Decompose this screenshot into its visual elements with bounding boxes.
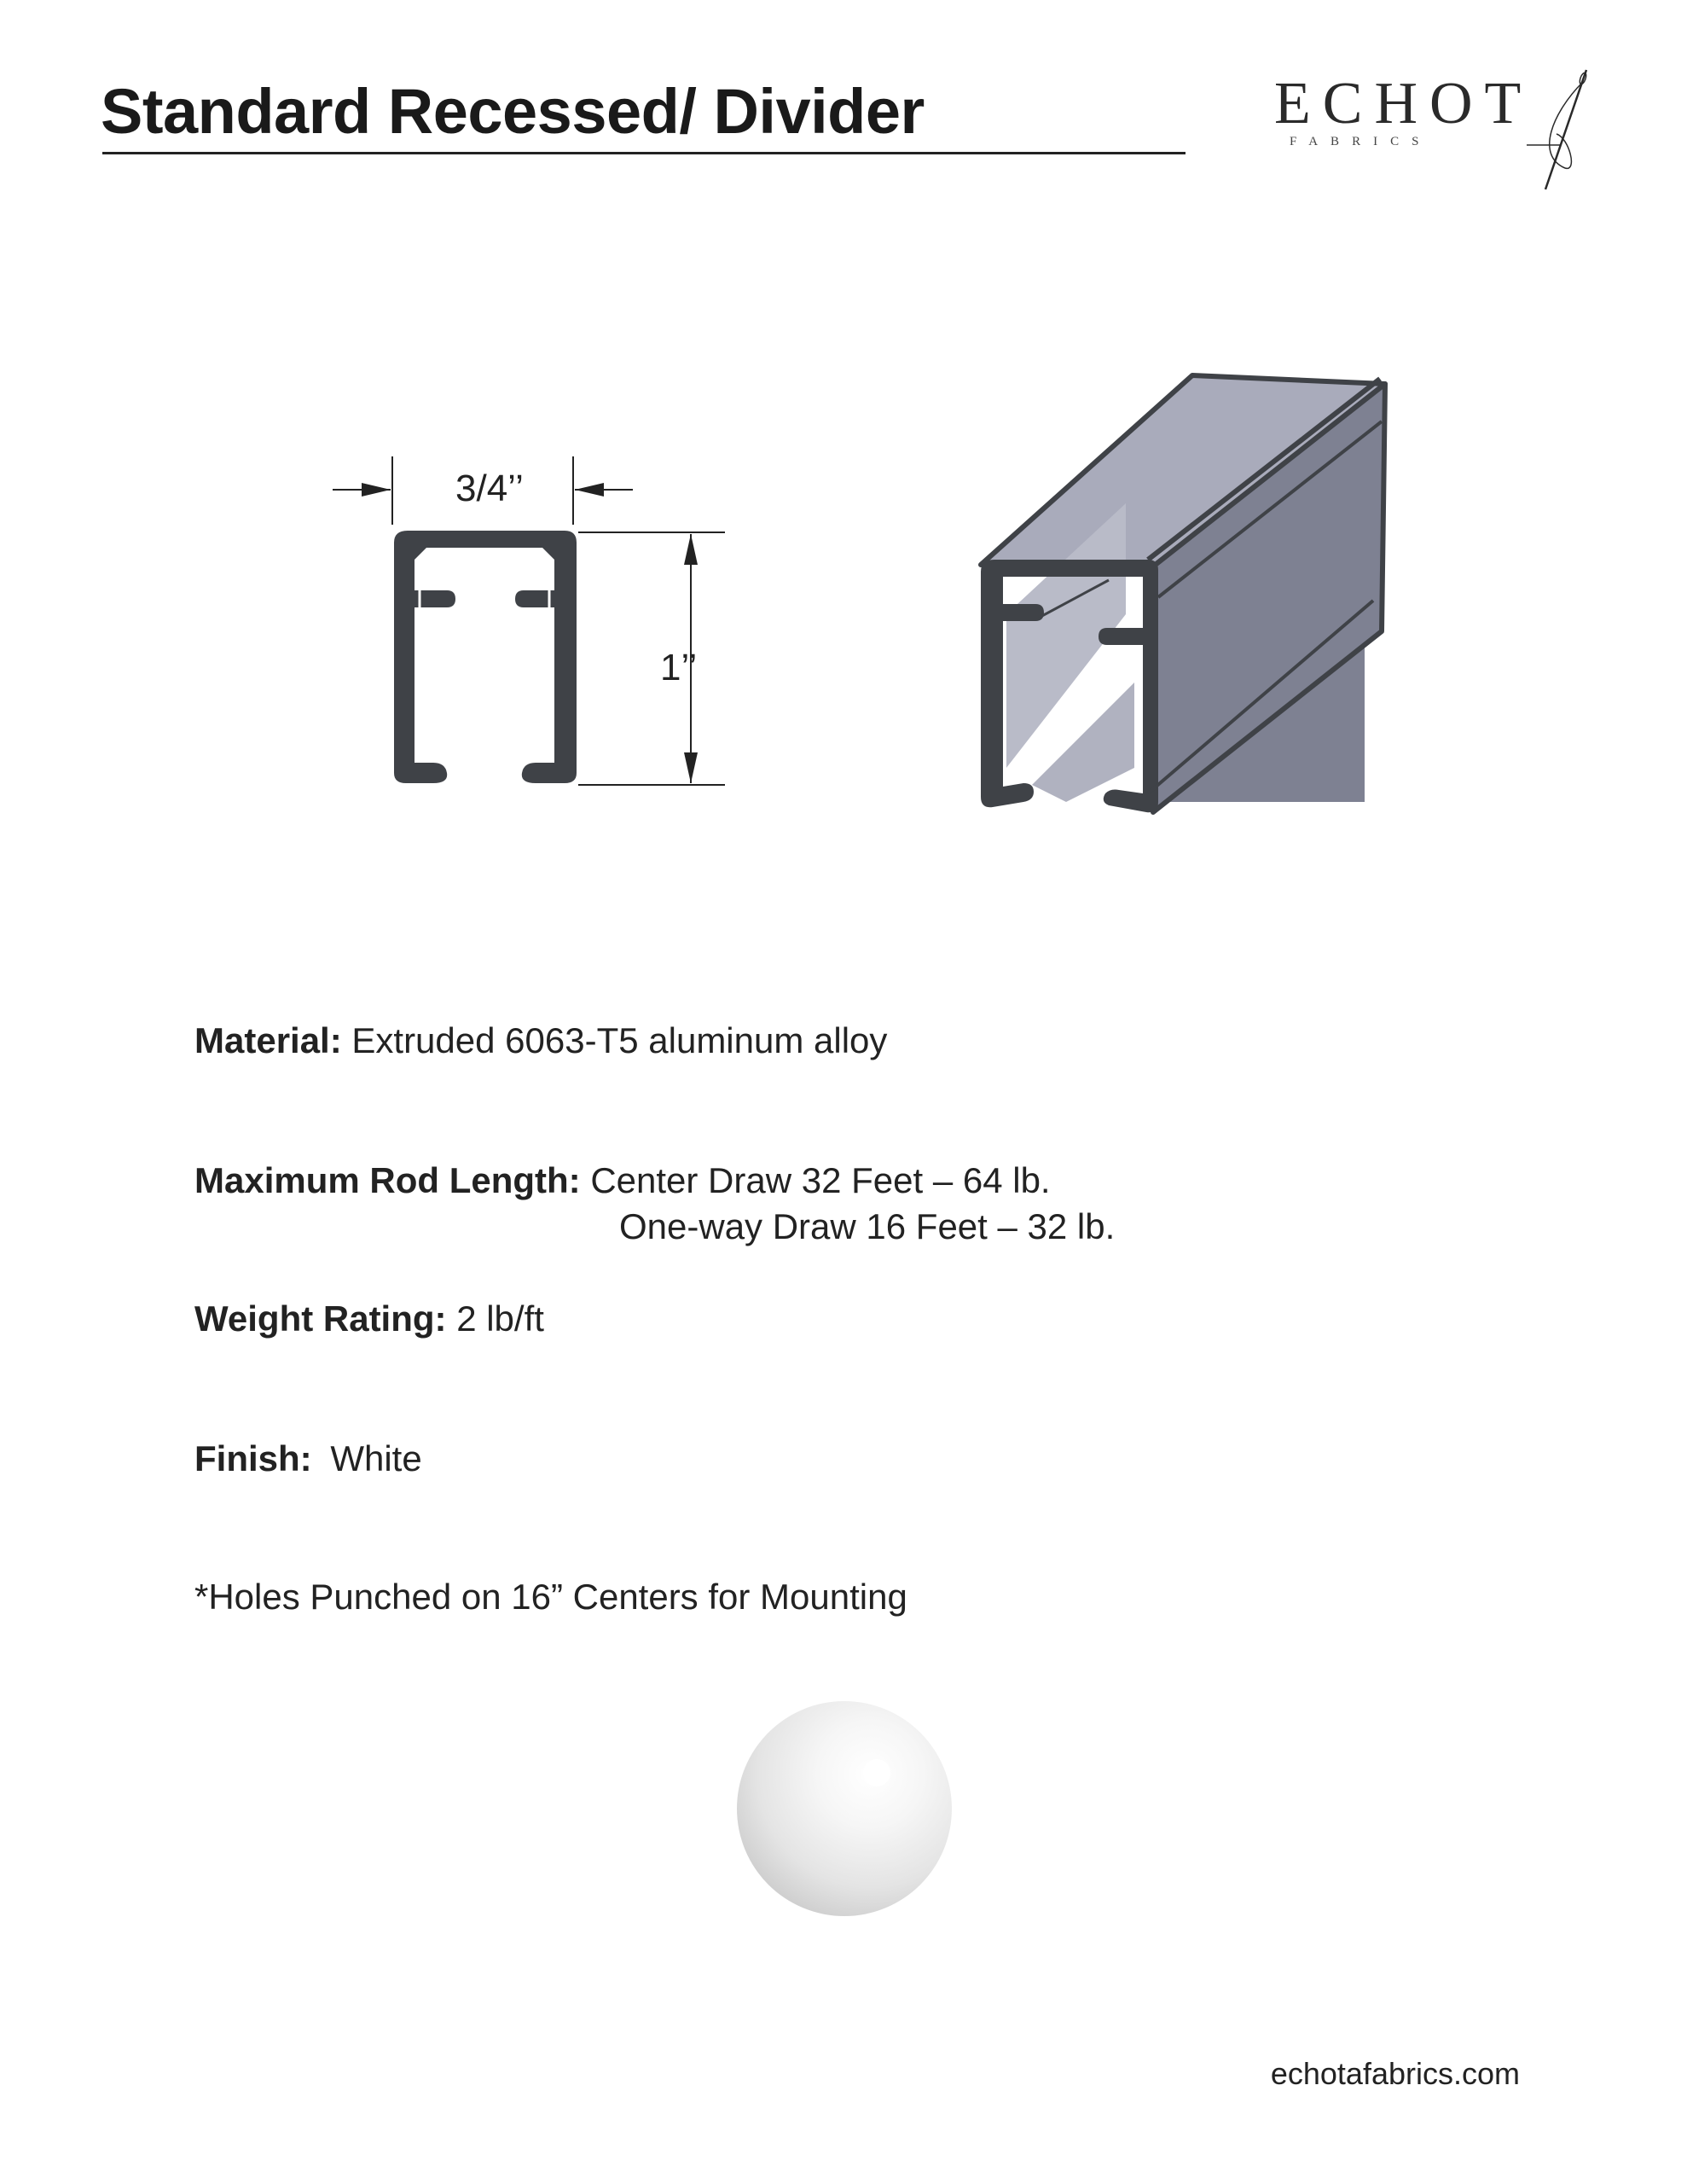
rail-cross-section — [394, 531, 577, 783]
height-dimension — [578, 532, 725, 785]
rail-3d-view — [981, 375, 1385, 812]
spec-label: Finish: — [194, 1438, 312, 1478]
spec-weight-rating — [194, 1298, 544, 1339]
spec-label: Material: — [194, 1020, 342, 1060]
logo-wordmark: ECHOT — [1274, 71, 1533, 136]
website-url: echotafabrics.com — [1270, 2056, 1520, 2091]
width-label: 3/4’’ — [455, 468, 524, 509]
rail-drawings — [0, 0, 1687, 938]
spec-value: Center Draw 32 Feet – 64 lb. — [590, 1160, 1051, 1200]
spec-value-second-line: One-way Draw 16 Feet – 32 lb. — [619, 1206, 1116, 1246]
finish-swatch — [733, 1698, 955, 1920]
spec-value: Extruded 6063-T5 aluminum alloy — [351, 1020, 888, 1060]
logo-subtitle: FABRICS — [1290, 135, 1432, 148]
spec-finish — [194, 1438, 422, 1479]
spec-max-rod-length — [194, 1160, 1051, 1201]
mounting-note: *Holes Punched on 16” Centers for Mounting — [194, 1577, 907, 1617]
spec-material — [194, 1020, 887, 1061]
page-title: Standard Recessed/ Divider — [101, 76, 925, 147]
spec-value: 2 lb/ft — [456, 1298, 544, 1339]
spec-value: White — [330, 1438, 422, 1478]
spec-label: Maximum Rod Length: — [194, 1160, 581, 1200]
height-label: 1’’ — [660, 647, 698, 688]
spec-label: Weight Rating: — [194, 1298, 447, 1339]
